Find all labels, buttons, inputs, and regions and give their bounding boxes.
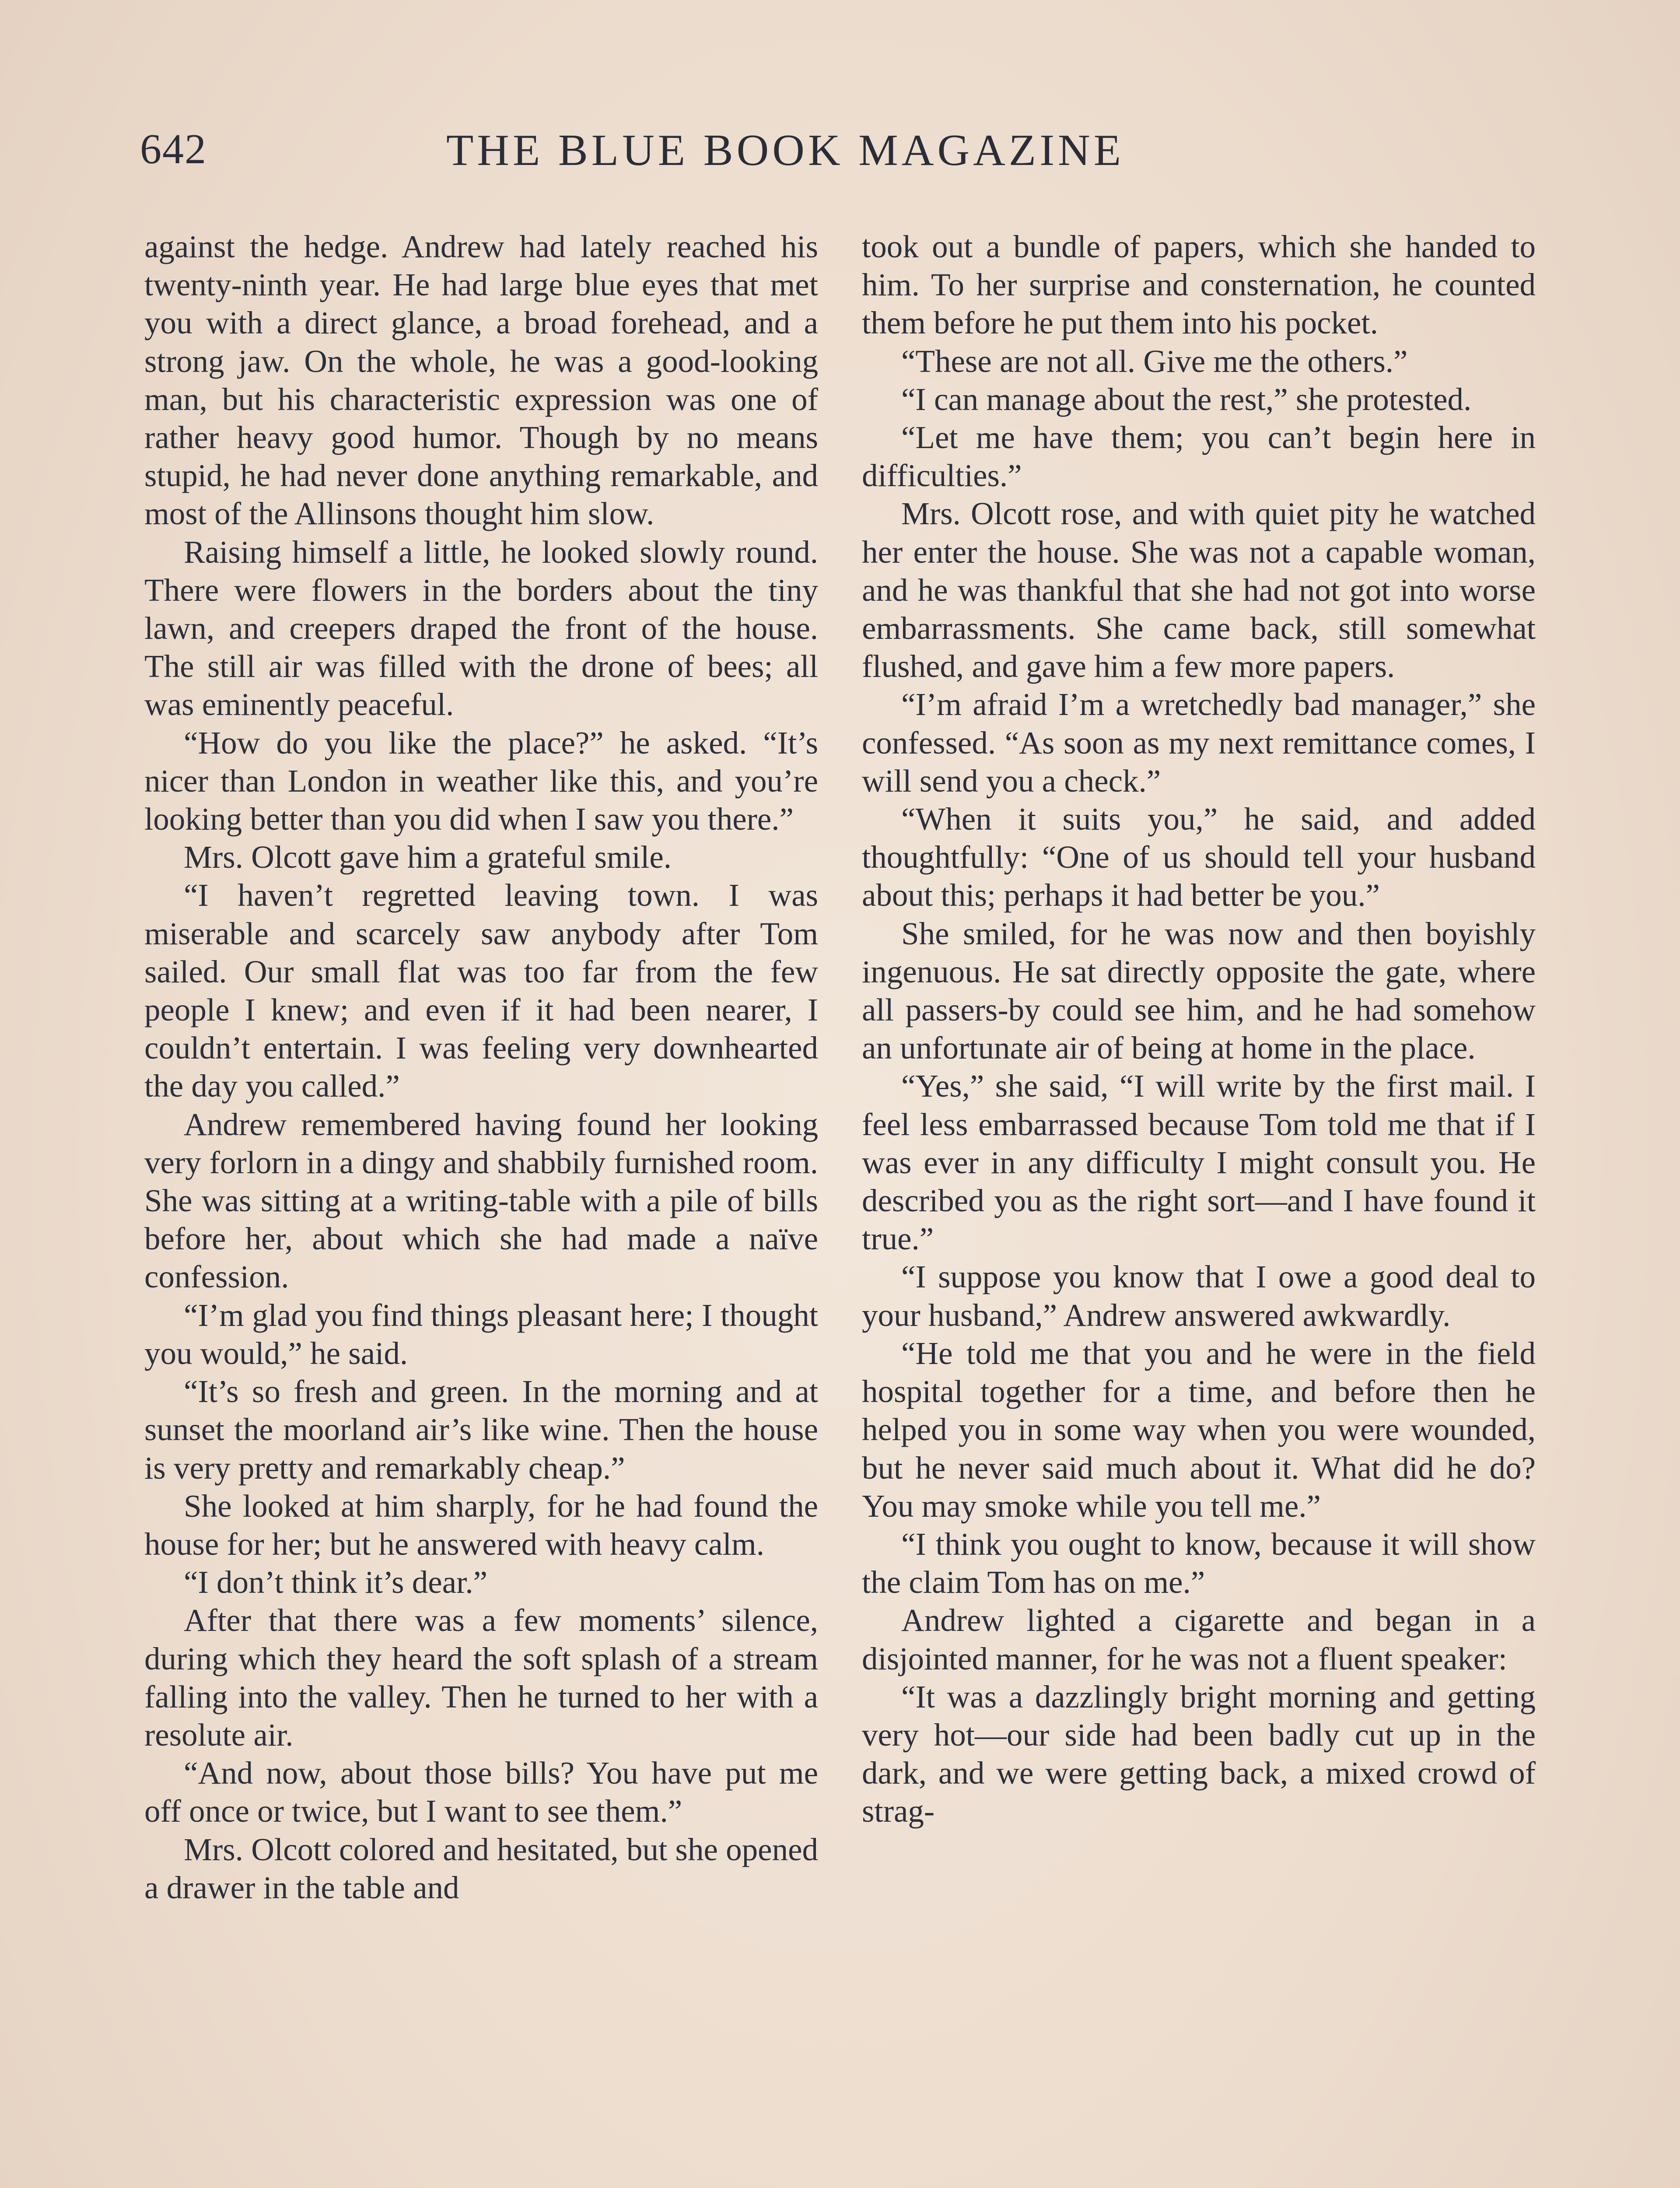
paragraph: took out a bundle of papers, which she handed to him. To her surprise and consternation, he counted them before he put them into his pocket.	[862, 229, 1536, 341]
paragraph: Mrs. Olcott rose, and with quiet pity he watched her enter the house. She was not a capable woman, and he was thankful that she had not got into worse embarrassments. She came back, still somewhat flushed, and gave him a few more papers.	[862, 496, 1536, 684]
left-column	[144, 228, 818, 1907]
paragraph: “It was a dazzlingly bright morning and getting very hot—our side had been badly cut up in the dark, and we were getting back, a mixed crowd of strag-	[862, 1679, 1536, 1829]
paragraph: “It’s so fresh and green. In the morning and at sunset the moorland air’s like wine. Then the house is very pretty and remarkably cheap.”	[144, 1374, 818, 1486]
paragraph: Mrs. Olcott colored and hesitated, but she opened a drawer in the table and	[144, 1831, 818, 1905]
paragraph: against the hedge. Andrew had lately reached his twenty-ninth year. He had large blue eyes that met you with a direct glance, a broad forehead, and a strong jaw. On the whole, he was a good-looking man, but his characteristic expression was one of rather heavy good humor. Though by no means stupid, he had never done anything remarkable, and most of the Allinsons thought him slow.	[144, 229, 818, 532]
paragraph: Mrs. Olcott gave him a grateful smile.	[184, 839, 672, 875]
paragraph: “I don’t think it’s dear.”	[184, 1564, 488, 1600]
paragraph: “And now, about those bills? You have put me off once or twice, but I want to see them.”	[144, 1755, 818, 1829]
paragraph: “He told me that you and he were in the field hospital together for a time, and before then he helped you in some way when you were wounded, but he never said much about it. What did he do? You may smoke while you tell me.”	[862, 1335, 1536, 1524]
paragraph: She looked at him sharply, for he had found the house for her; but he answered with heavy calm.	[144, 1488, 818, 1562]
paragraph: Raising himself a little, he looked slowly round. There were flowers in the borders about the tiny lawn, and creepers draped the front of the house. The still air was filled with the drone of bees; all was eminently peaceful.	[144, 534, 818, 722]
paragraph: “How do you like the place?” he asked. “It’s nicer than London in weather like this, and you’re looking better than you did when I saw you there.”	[144, 725, 818, 837]
paragraph: “When it suits you,” he said, and added thoughtfully: “One of us should tell your husband about this; perhaps it had better be you.”	[862, 801, 1536, 913]
paragraph: Andrew remembered having found her looking very forlorn in a dingy and shabbily furnished room. She was sitting at a writing-table with a pile of bills before her, about which she had made a naïve confession.	[144, 1106, 818, 1295]
paragraph: She smiled, for he was now and then boyishly ingenuous. He sat directly opposite the gate, where all passers-by could see him, and he had somehow an unfortunate air of being at home in the place.	[862, 915, 1536, 1066]
paragraph: “I’m afraid I’m a wretchedly bad manager,” she confessed. “As soon as my next remittance comes, I will send you a check.”	[862, 687, 1536, 799]
right-column	[862, 228, 1536, 1830]
page-header	[140, 125, 1225, 195]
paragraph: “I’m glad you find things pleasant here; I thought you would,” he said.	[144, 1297, 818, 1371]
paragraph: “I think you ought to know, because it will show the claim Tom has on me.”	[862, 1526, 1536, 1600]
paragraph: “Let me have them; you can’t begin here in difficulties.”	[862, 420, 1536, 494]
paragraph: “I suppose you know that I owe a good deal to your husband,” Andrew answered awkwardly.	[862, 1259, 1536, 1333]
page-number: 642	[140, 126, 207, 173]
paragraph: “I haven’t regretted leaving town. I was miserable and scarcely saw anybody after Tom sailed. Our small flat was too far from the few people I knew; and even if it had been nearer, I couldn’t entertain. I was feeling very downhearted the day you called.”	[144, 877, 818, 1104]
magazine-title: THE BLUE BOOK MAGAZINE	[446, 126, 1125, 175]
paragraph: After that there was a few moments’ silence, during which they heard the soft splash of a stream falling into the valley. Then he turned to her with a resolute air.	[144, 1602, 818, 1753]
paragraph: Andrew lighted a cigarette and began in a disjointed manner, for he was not a fluent speaker:	[862, 1602, 1536, 1676]
paragraph: “Yes,” she said, “I will write by the first mail. I feel less embarrassed because Tom told me that if I was ever in any difficulty I might consult you. He described you as the right sort—and I have found it true.”	[862, 1068, 1536, 1257]
paragraph: “I can manage about the rest,” she protested.	[901, 381, 1472, 417]
paragraph: “These are not all. Give me the others.”	[901, 343, 1408, 379]
